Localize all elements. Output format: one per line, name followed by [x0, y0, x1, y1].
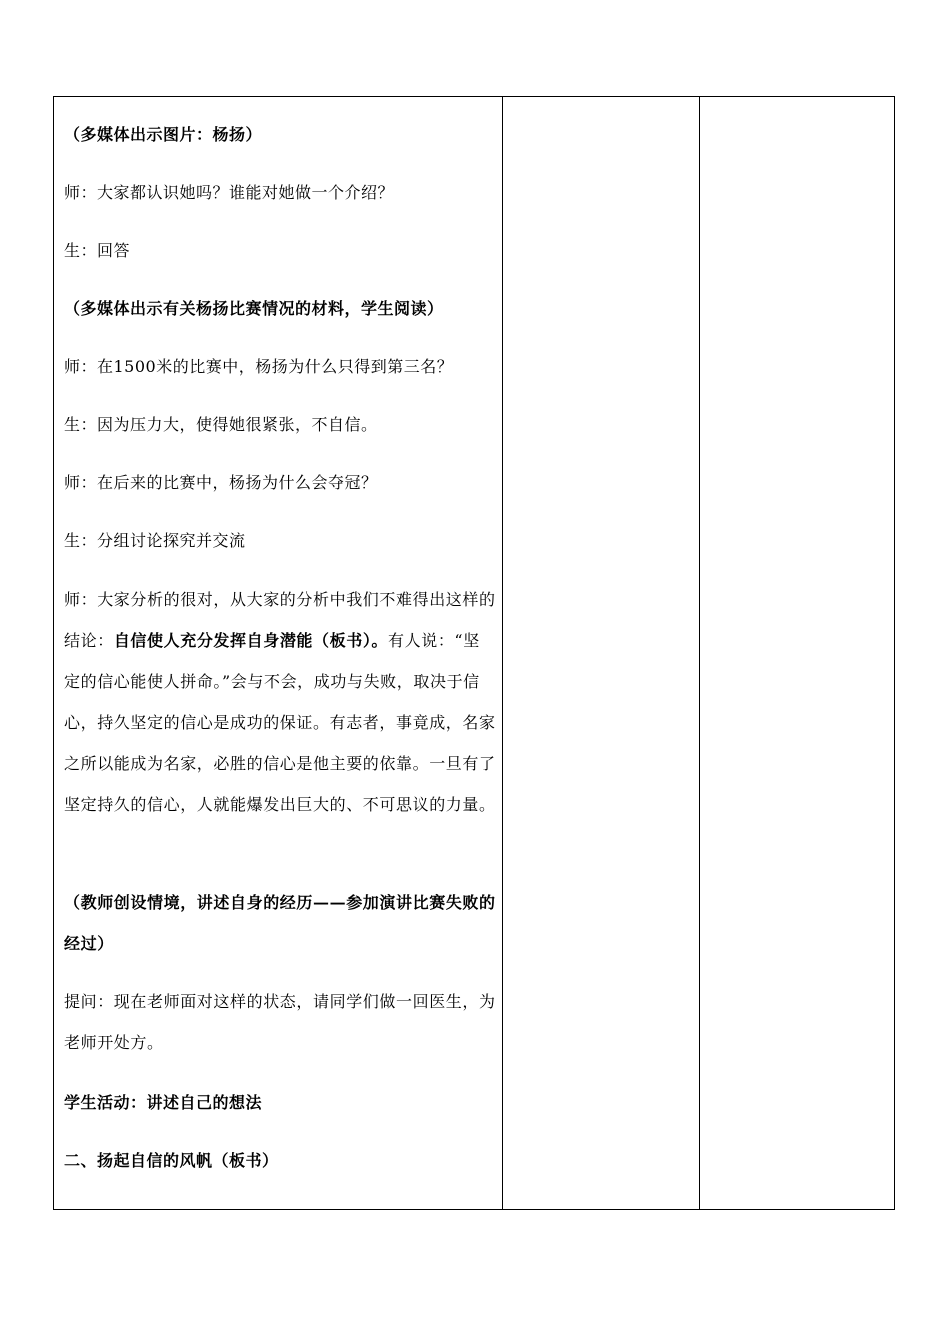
- student-activity-column: [503, 97, 700, 1209]
- board-note-confidence: 自信使人充分发挥自身潜能（板书）。: [113, 631, 389, 650]
- student-activity: 学生活动：讲述自己的想法: [64, 1093, 263, 1112]
- teacher-question-3: 师：在后来的比赛中，杨扬为什么会夺冠？: [64, 473, 378, 492]
- student-answer-3: 生：分组讨论探究并交流: [64, 531, 246, 550]
- teacher-question-2: 师：在1500米的比赛中，杨扬为什么只得到第三名？: [64, 357, 454, 376]
- teacher-scenario-note: （教师创设情境，讲述自身的经历——参加演讲比赛失败的经过）: [64, 893, 496, 953]
- design-intent-column: [700, 97, 894, 1209]
- media-note-photo: （多媒体出示图片：杨扬）: [64, 125, 263, 144]
- teacher-summary: [64, 579, 496, 825]
- teacher-question-1: 师：大家都认识她吗？谁能对她做一个介绍？: [64, 183, 395, 202]
- teacher-prompt: 提问：现在老师面对这样的状态，请同学们做一回医生，为老师开处方。: [64, 992, 496, 1052]
- teacher-summary-body: 有人说：“坚定的信心能使人拼命。”会与不会，成功与失败，取决于信心，持久坚定的信心是成功的保证。有志者，事竟成，名家之所以能成为名家，必胜的信心是他主要的依靠。一旦有了坚定持久的信心，人就能爆发出巨大的、不可思议的力量。: [64, 631, 496, 814]
- media-note-material: （多媒体出示有关杨扬比赛情况的材料，学生阅读）: [64, 299, 444, 318]
- teacher-summary-intro: 师：大家分析的很对，从大家的分析中我们不难得出这样的结论：: [64, 590, 496, 650]
- student-answer-1: 生：回答: [64, 241, 131, 260]
- section-heading-2: 二、扬起自信的风帆（板书）: [64, 1151, 279, 1170]
- teaching-process-column: [54, 97, 503, 1209]
- lesson-table: [53, 96, 895, 1210]
- student-answer-2: 生：因为压力大，使得她很紧张，不自信。: [64, 415, 378, 434]
